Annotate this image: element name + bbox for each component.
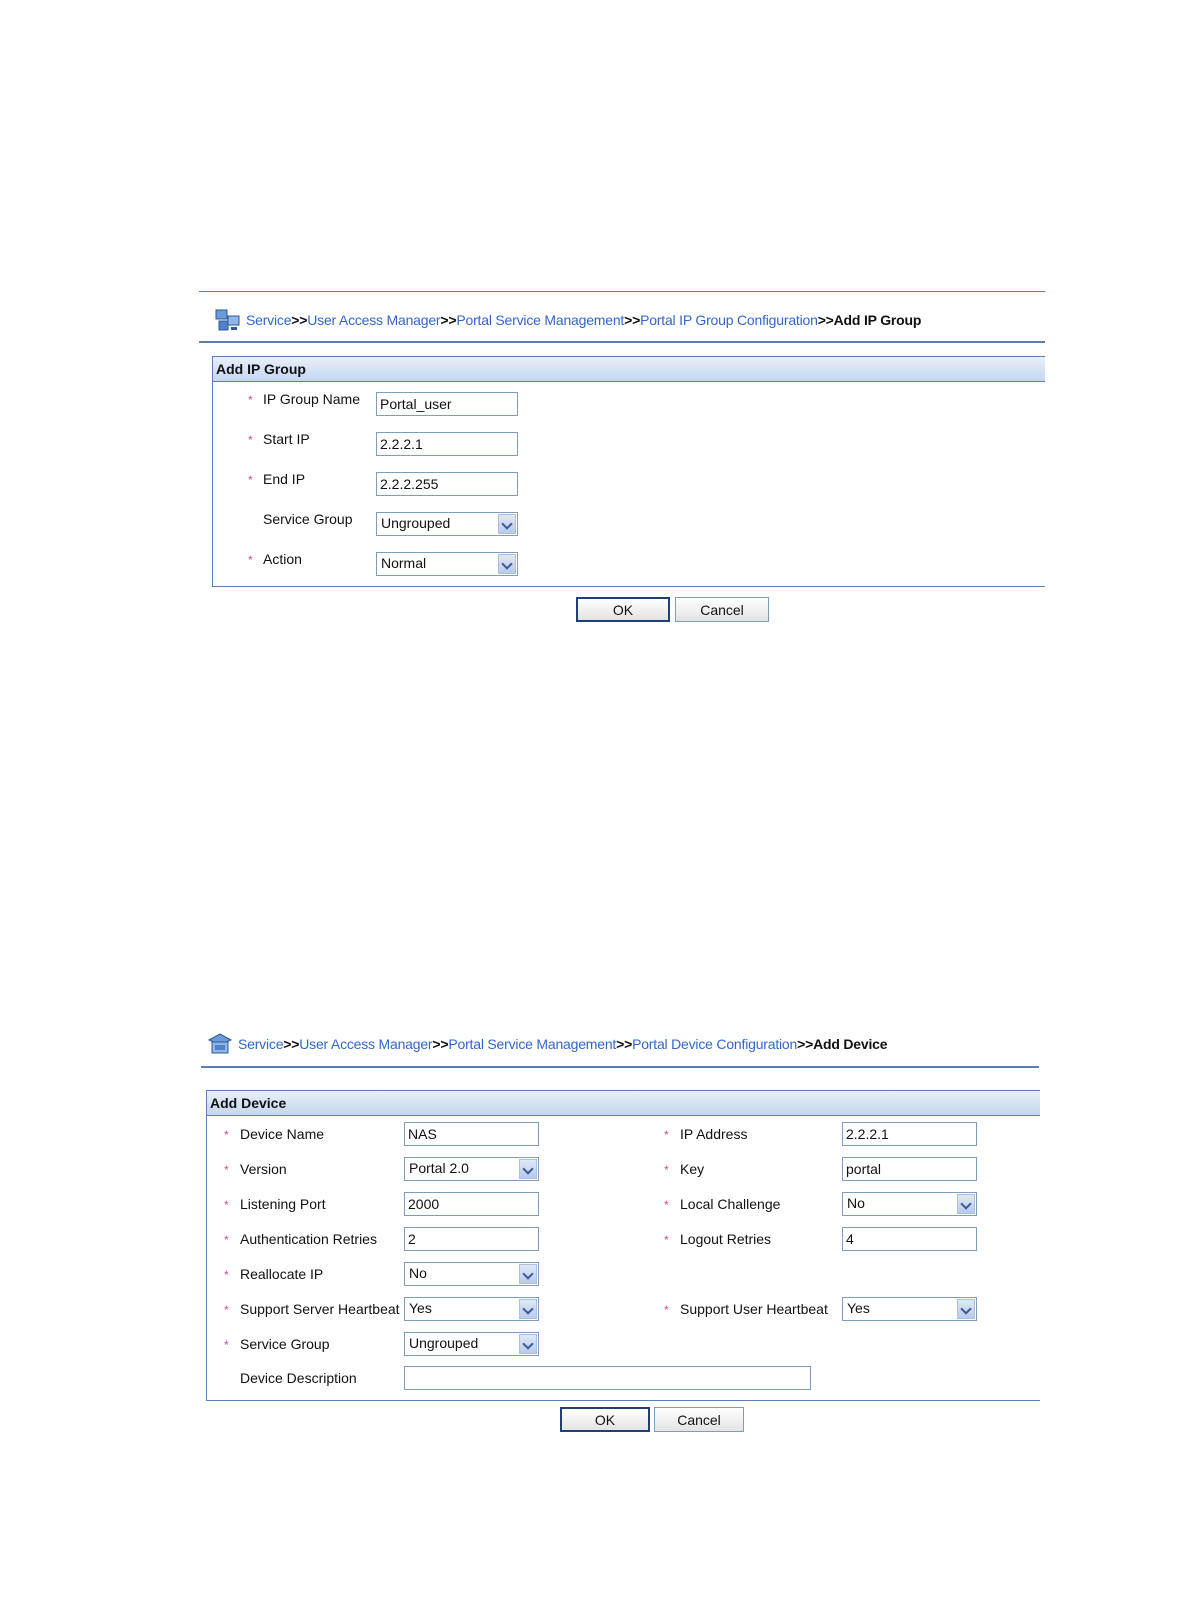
reallocate-ip-value: No — [409, 1265, 427, 1281]
breadcrumb-current: Add IP Group — [833, 312, 922, 328]
service-group-label: Service Group — [263, 511, 353, 527]
device-config-icon — [206, 1031, 234, 1057]
local-challenge-label: Local Challenge — [680, 1196, 781, 1212]
breadcrumb-separator: >> — [797, 1036, 814, 1052]
breadcrumb-service-link[interactable]: Service — [238, 1036, 284, 1052]
support-server-heartbeat-label: Support Server Heartbeat — [240, 1301, 400, 1317]
required-marker: * — [224, 1303, 229, 1317]
support-user-heartbeat-label: Support User Heartbeat — [680, 1301, 828, 1317]
required-marker: * — [664, 1198, 669, 1212]
cancel-button[interactable]: Cancel — [675, 597, 769, 622]
required-marker: * — [664, 1303, 669, 1317]
chevron-down-icon[interactable] — [519, 1299, 537, 1319]
ip-group-name-label: IP Group Name — [263, 391, 361, 407]
ip-address-label: IP Address — [680, 1126, 748, 1142]
required-marker: * — [664, 1233, 669, 1247]
breadcrumb-psm-link[interactable]: Portal Service Management — [456, 312, 625, 328]
service-group-select[interactable] — [376, 512, 518, 536]
breadcrumb-separator: >> — [432, 1036, 449, 1052]
breadcrumb-separator: >> — [440, 312, 457, 328]
end-ip-input[interactable] — [376, 472, 518, 496]
required-marker: * — [248, 393, 253, 407]
local-challenge-value: No — [847, 1195, 865, 1211]
version-select[interactable] — [404, 1157, 539, 1181]
authentication-retries-label: Authentication Retries — [240, 1231, 377, 1247]
device-name-input[interactable] — [404, 1122, 539, 1146]
breadcrumb-service-link[interactable]: Service — [246, 312, 292, 328]
cancel-button[interactable]: Cancel — [654, 1407, 744, 1432]
device-description-label: Device Description — [240, 1370, 357, 1386]
device-description-input[interactable] — [404, 1366, 811, 1390]
required-marker: * — [664, 1163, 669, 1177]
breadcrumb-ip-group-config-link[interactable]: Portal IP Group Configuration — [640, 312, 818, 328]
ok-button[interactable]: OK — [560, 1407, 650, 1432]
chevron-down-icon[interactable] — [957, 1194, 975, 1214]
ip-group-name-input[interactable] — [376, 392, 518, 416]
required-marker: * — [224, 1198, 229, 1212]
local-challenge-select[interactable] — [842, 1192, 977, 1216]
breadcrumb-separator: >> — [283, 1036, 300, 1052]
service-group-select[interactable] — [404, 1332, 539, 1356]
breadcrumb-separator: >> — [624, 312, 641, 328]
breadcrumb-separator: >> — [817, 312, 834, 328]
action-label: Action — [263, 551, 302, 567]
breadcrumb — [214, 306, 921, 334]
version-label: Version — [240, 1161, 287, 1177]
key-input[interactable] — [842, 1157, 977, 1181]
listening-port-label: Listening Port — [240, 1196, 326, 1212]
version-value: Portal 2.0 — [409, 1160, 469, 1176]
support-server-heartbeat-select[interactable] — [404, 1297, 539, 1321]
required-marker: * — [224, 1233, 229, 1247]
required-marker: * — [224, 1268, 229, 1282]
breadcrumb-current: Add Device — [813, 1036, 888, 1052]
service-group-value: Ungrouped — [381, 515, 451, 531]
listening-port-input[interactable] — [404, 1192, 539, 1216]
chevron-down-icon[interactable] — [519, 1334, 537, 1354]
breadcrumb-device-config-link[interactable]: Portal Device Configuration — [632, 1036, 798, 1052]
action-select[interactable] — [376, 552, 518, 576]
service-group-value: Ungrouped — [409, 1335, 479, 1351]
reallocate-ip-label: Reallocate IP — [240, 1266, 324, 1282]
breadcrumb-psm-link[interactable]: Portal Service Management — [448, 1036, 617, 1052]
service-config-icon — [214, 307, 242, 333]
key-label: Key — [680, 1161, 705, 1177]
breadcrumb-uam-link[interactable]: User Access Manager — [299, 1036, 433, 1052]
reallocate-ip-select[interactable] — [404, 1262, 539, 1286]
required-marker: * — [224, 1338, 229, 1352]
ok-button[interactable]: OK — [576, 597, 670, 622]
chevron-down-icon[interactable] — [498, 514, 516, 534]
chevron-down-icon[interactable] — [498, 554, 516, 574]
breadcrumb-separator: >> — [291, 312, 308, 328]
authentication-retries-input[interactable] — [404, 1227, 539, 1251]
top-rule — [199, 291, 1045, 292]
required-marker: * — [224, 1128, 229, 1142]
logout-retries-input[interactable] — [842, 1227, 977, 1251]
chevron-down-icon[interactable] — [519, 1159, 537, 1179]
breadcrumb-uam-link[interactable]: User Access Manager — [307, 312, 441, 328]
breadcrumb-separator: >> — [616, 1036, 633, 1052]
breadcrumb — [206, 1030, 887, 1058]
panel-title: Add Device — [207, 1091, 1040, 1116]
ip-address-input[interactable] — [842, 1122, 977, 1146]
breadcrumb-rule — [201, 1066, 1039, 1068]
required-marker: * — [248, 553, 253, 567]
end-ip-label: End IP — [263, 471, 306, 487]
breadcrumb-rule — [199, 341, 1045, 343]
start-ip-input[interactable] — [376, 432, 518, 456]
support-user-heartbeat-value: Yes — [847, 1300, 870, 1316]
logout-retries-label: Logout Retries — [680, 1231, 772, 1247]
chevron-down-icon[interactable] — [519, 1264, 537, 1284]
action-value: Normal — [381, 555, 427, 571]
start-ip-label: Start IP — [263, 431, 310, 447]
required-marker: * — [248, 433, 253, 447]
required-marker: * — [664, 1128, 669, 1142]
support-user-heartbeat-select[interactable] — [842, 1297, 977, 1321]
service-group-label: Service Group — [240, 1336, 330, 1352]
panel-title: Add IP Group — [213, 357, 1045, 382]
support-server-heartbeat-value: Yes — [409, 1300, 432, 1316]
device-name-label: Device Name — [240, 1126, 325, 1142]
required-marker: * — [248, 473, 253, 487]
chevron-down-icon[interactable] — [957, 1299, 975, 1319]
required-marker: * — [224, 1163, 229, 1177]
